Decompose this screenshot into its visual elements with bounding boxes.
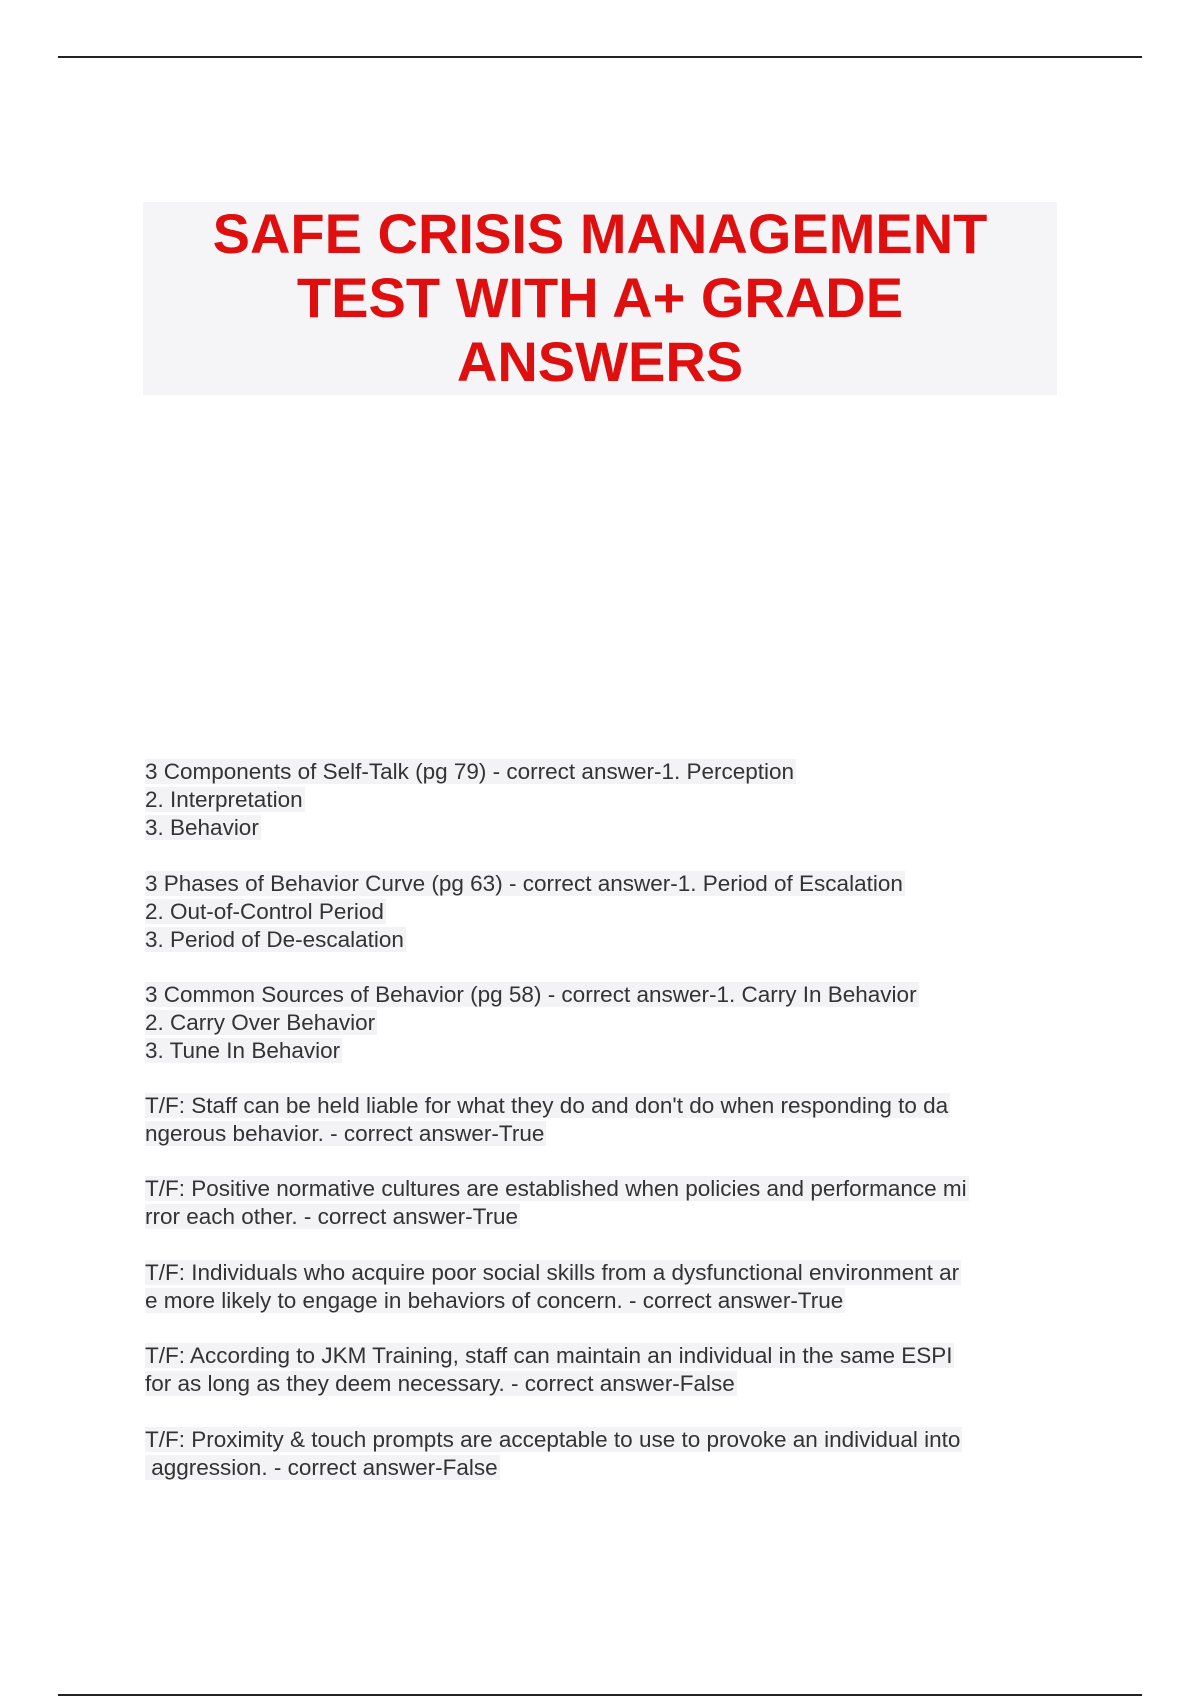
qa-line: 2. Interpretation xyxy=(145,787,303,812)
qa-line: 3 Phases of Behavior Curve (pg 63) - correct answer-1. Period of Escalation xyxy=(145,871,903,896)
qa-item-self-talk xyxy=(145,758,1065,842)
qa-item-social-skills xyxy=(145,1259,1065,1315)
bottom-rule xyxy=(58,1694,1142,1696)
qa-line: 3 Components of Self-Talk (pg 79) - correct answer-1. Perception xyxy=(145,759,795,784)
qa-line: ngerous behavior. - correct answer-True xyxy=(145,1121,545,1146)
title-banner xyxy=(143,202,1057,395)
qa-line: e more likely to engage in behaviors of concern. - correct answer-True xyxy=(145,1288,844,1313)
qa-line: T/F: Individuals who acquire poor social skills from a dysfunctional environment ar xyxy=(145,1260,960,1285)
qa-line: T/F: Proximity & touch prompts are acceptable to use to provoke an individual into xyxy=(145,1427,961,1452)
qa-item-touch-prompts xyxy=(145,1426,1065,1482)
page-title-line-1: SAFE CRISIS MANAGEMENT xyxy=(212,202,988,265)
qa-item-staff-liable xyxy=(145,1092,1065,1148)
qa-line: T/F: Positive normative cultures are established when policies and performance mi xyxy=(145,1176,967,1201)
qa-line: 2. Carry Over Behavior xyxy=(145,1010,376,1035)
qa-line: T/F: According to JKM Training, staff can maintain an individual in the same ESPI xyxy=(145,1343,953,1368)
page-title-line-2: TEST WITH A+ GRADE xyxy=(296,266,904,329)
qa-item-behavior-curve xyxy=(145,870,1065,954)
top-rule xyxy=(58,56,1142,58)
qa-item-normative-cultures xyxy=(145,1175,1065,1231)
page-title-line-3: ANSWERS xyxy=(456,330,744,393)
qa-line: 3. Tune In Behavior xyxy=(145,1038,341,1063)
qa-item-espi xyxy=(145,1342,1065,1398)
qa-line: rror each other. - correct answer-True xyxy=(145,1204,519,1229)
qa-line: 2. Out-of-Control Period xyxy=(145,899,384,924)
qa-line: T/F: Staff can be held liable for what they do and don't do when responding to da xyxy=(145,1093,949,1118)
qa-line: 3 Common Sources of Behavior (pg 58) - correct answer-1. Carry In Behavior xyxy=(145,982,917,1007)
qa-line: 3. Period of De-escalation xyxy=(145,927,404,952)
qa-item-sources-of-behavior xyxy=(145,981,1065,1065)
qa-line: for as long as they deem necessary. - correct answer-False xyxy=(145,1371,735,1396)
qa-line: 3. Behavior xyxy=(145,815,259,840)
qa-line: aggression. - correct answer-False xyxy=(145,1455,498,1480)
